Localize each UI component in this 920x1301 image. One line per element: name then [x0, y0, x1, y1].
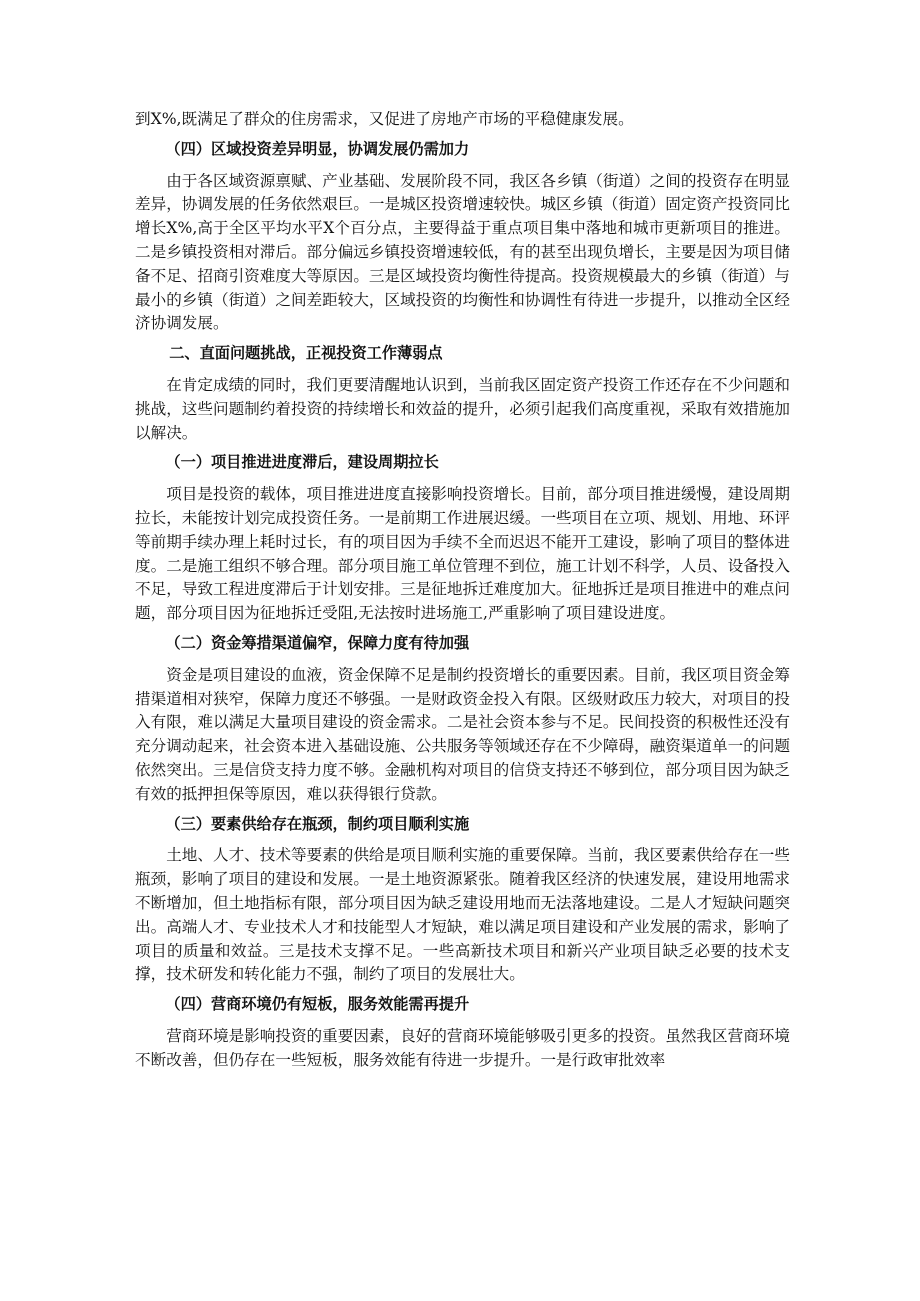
paragraph-regional-investment: 由于各区域资源禀赋、产业基础、发展阶段不同，我区各乡镇（街道）之间的投资存在明显差异，协调发展的任务依然艰巨。一是城区投资增速较快。城区乡镇（街道）固定资产投资同比增长X%,高于全区平均水平X个百分点，主要得益于重点项目集中落地和城市更新项目的推进。二是乡镇投资相对滞后。部分偏远乡镇投资增速较低，有的甚至出现负增长，主要是因为项目储备不足、招商引资难度大等原因。三是区域投资均衡性待提高。投资规模最大的乡镇（街道）与最小的乡镇（街道）之间差距较大，区域投资的均衡性和协调性有待进一步提升，以推动全区经济协调发展。: [135, 171, 790, 333]
paragraph-project-progress: 项目是投资的载体，项目推进进度直接影响投资增长。目前，部分项目推进缓慢，建设周期拉长，未能按计划完成投资任务。一是前期工作进展迟缓。一些项目在立项、规划、用地、环评等前期手续办理上耗时过长，有的项目因为手续不全而迟迟不能开工建设，影响了项目的整体进度。二是施工组织不够合理。部分项目施工单位管理不到位，施工计划不科学，人员、设备投入不足，导致工程进度滞后于计划安排。三是征地拆迁难度加大。征地拆迁是项目推进中的难点问题，部分项目因为征地拆迁受阻,无法按时进场施工,严重影响了项目建设进度。: [135, 485, 790, 623]
paragraph-funding: 资金是项目建设的血液，资金保障不足是制约投资增长的重要因素。目前，我区项目资金筹措渠道相对狭窄，保障力度还不够强。一是财政资金投入有限。区级财政压力较大，对项目的投入有限，难以满足大量项目建设的资金需求。二是社会资本参与不足。民间投资的积极性还没有充分调动起来，社会资本进入基础设施、公共服务等领域还存在不少障碍，融资渠道单一的问题依然突出。三是信贷支持力度不够。金融机构对项目的信贷支持还不够到位，部分项目因为缺乏有效的抵押担保等原因，难以获得银行贷款。: [135, 665, 790, 803]
paragraph-business-environment: 营商环境是影响投资的重要因素，良好的营商环境能够吸引更多的投资。虽然我区营商环境不断改善，但仍存在一些短板，服务效能有待进一步提升。一是行政审批效率: [135, 1026, 790, 1069]
paragraph-problems-intro: 在肯定成绩的同时，我们更要清醒地认识到，当前我区固定资产投资工作还存在不少问题和挑战，这些问题制约着投资的持续增长和效益的提升，必须引起我们高度重视，采取有效措施加以解决。: [135, 375, 790, 442]
section-heading-project-progress: （一）项目推进进度滞后，建设周期拉长: [165, 453, 439, 472]
document-page: [135, 108, 790, 1078]
section-heading-factor-supply: （三）要素供给存在瓶颈，制约项目顺利实施: [165, 814, 470, 833]
section-heading-regional-investment: （四）区域投资差异明显，协调发展仍需加力: [165, 139, 470, 158]
chapter-heading-problems: 二、直面问题挑战，正视投资工作薄弱点: [169, 344, 443, 363]
section-heading-funding: （二）资金筹措渠道偏窄，保障力度有待加强: [165, 633, 470, 652]
section-heading-business-environment: （四）营商环境仍有短板，服务效能需再提升: [165, 995, 470, 1014]
paragraph-continuation: 到X%,既满足了群众的住房需求，又促进了房地产市场的平稳健康发展。: [135, 110, 634, 128]
paragraph-factor-supply: 土地、人才、技术等要素的供给是项目顺利实施的重要保障。当前，我区要素供给存在一些瓶颈，影响了项目的建设和发展。一是土地资源紧张。随着我区经济的快速发展，建设用地需求不断增加，但土地指标有限，部分项目因为缺乏建设用地而无法落地建设。二是人才短缺问题突出。高端人才、专业技术人才和技能型人才短缺，难以满足项目建设和产业发展的需求，影响了项目的质量和效益。三是技术支撑不足。一些高新技术项目和新兴产业项目缺乏必要的技术支撑，技术研发和转化能力不强，制约了项目的发展壮大。: [135, 846, 790, 984]
